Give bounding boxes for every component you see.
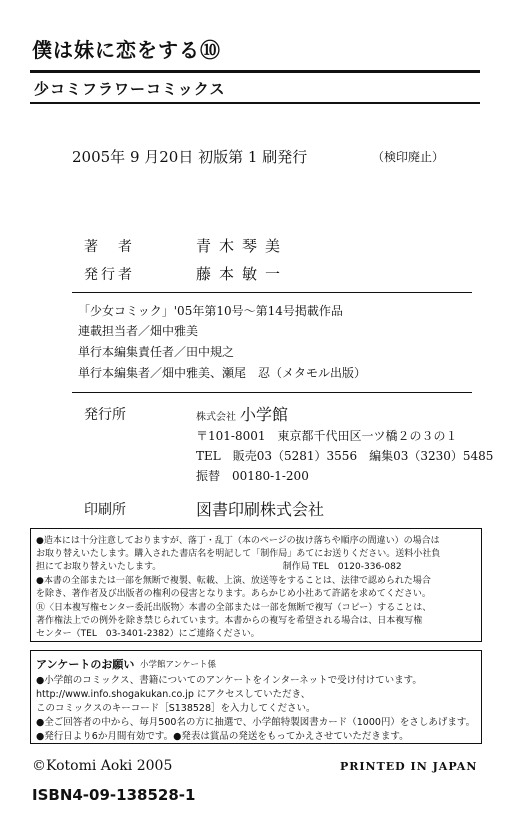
publisher-label: 発行所 bbox=[84, 407, 126, 423]
notice-line: Ⓡ〈日本複写権センター委託出版物〉本書の全部または一部を無断で複写（コピー）することは、 bbox=[36, 603, 432, 613]
publisher-person-label: 発行者 bbox=[84, 267, 135, 283]
author-label: 著 者 bbox=[84, 239, 135, 255]
printer-label: 印刷所 bbox=[84, 502, 126, 518]
publisher-company: 小学館 bbox=[240, 405, 289, 424]
isbn: ISBN4-09-138528-1 bbox=[32, 786, 196, 804]
survey-line: ●全ご回答者の中から、毎月500名の方に抽選で、小学館特製図書カード（1000円）をさしあげます。 bbox=[36, 717, 476, 728]
notice-line: お取り替えいたします。購入された書店名を明記して「制作局」あてにお送りください。送料小社負 bbox=[36, 549, 441, 559]
survey-line: ●小学館のコミックス、書籍についてのアンケートをインターネットで受け付けています。 bbox=[36, 675, 422, 686]
survey-line: ●発行日より6か月間有効です。●発表は賞品の発送をもってかえさせていただきます。 bbox=[36, 731, 409, 742]
publisher-tel: TEL 販売03（5281）3556 編集03（3230）5485 bbox=[196, 449, 494, 463]
credit-line: 「少女コミック」'05年第10号～第14号掲載作品 bbox=[78, 304, 343, 318]
divider bbox=[72, 292, 472, 293]
survey-title: アンケートのお願い bbox=[36, 658, 135, 671]
printed-in: PRINTED IN JAPAN bbox=[340, 760, 478, 773]
credit-line: 単行本編集者／畑中雅美、瀬尾 忍（メタモル出版） bbox=[78, 366, 367, 380]
seal-note: （検印廃止） bbox=[372, 150, 445, 164]
book-title: 僕は妹に恋をする⑩ bbox=[32, 38, 221, 62]
notice-line: 著作権法上での例外を除き禁じられています。本書からの複写を希望される場合は、日本複写権 bbox=[36, 616, 423, 626]
survey-url-line: http://www.info.shogakukan.co.jp にアクセスしていただき、 bbox=[36, 689, 311, 700]
publisher-name bbox=[196, 402, 288, 425]
publisher-furikae: 振替 00180-1-200 bbox=[196, 469, 309, 483]
corp-prefix: 株式会社 bbox=[196, 412, 236, 423]
divider bbox=[72, 392, 472, 393]
notice-line: センター（TEL 03-3401-2382）にご連絡ください。 bbox=[36, 629, 260, 639]
survey-keycode-line: このコミックスのキーコード［S138528］を入力してください。 bbox=[36, 703, 316, 714]
credit-line: 単行本編集責任者／田中規之 bbox=[78, 345, 235, 359]
survey-subtitle: 小学館アンケート係 bbox=[140, 660, 216, 670]
notice-line: を除き、著作者及び出版者の権利の侵害となります。あらかじめ小社あて許諾を求めてください。 bbox=[36, 589, 431, 599]
notice-line: ●造本には十分注意しておりますが、落丁・乱丁（本のページの抜け落ちや順序の間違い）の場合は bbox=[36, 536, 440, 546]
notice-line: ●本書の全部または一部を無断で複製、転載、上演、放送等をすることは、法律で認められた場合 bbox=[36, 576, 431, 586]
copyright: ©Kotomi Aoki 2005 bbox=[32, 758, 173, 774]
series-name: 少コミフラワーコミックス bbox=[34, 80, 226, 98]
printer-name: 図書印刷株式会社 bbox=[196, 500, 325, 519]
title-rule bbox=[30, 70, 480, 73]
publisher-person-name: 藤本敏一 bbox=[196, 265, 289, 283]
series-rule bbox=[30, 102, 480, 104]
credit-line: 連載担当者／畑中雅美 bbox=[78, 324, 199, 338]
publisher-address: 〒101-8001 東京都千代田区一ツ橋２の３の１ bbox=[196, 429, 458, 443]
notice-line: 担にてお取り替えいたします。 制作局 TEL 0120-336-082 bbox=[36, 562, 402, 572]
author-name: 青木琴美 bbox=[196, 237, 289, 255]
publication-date: 2005年 9 月20日 初版第 1 刷発行 bbox=[72, 148, 308, 166]
